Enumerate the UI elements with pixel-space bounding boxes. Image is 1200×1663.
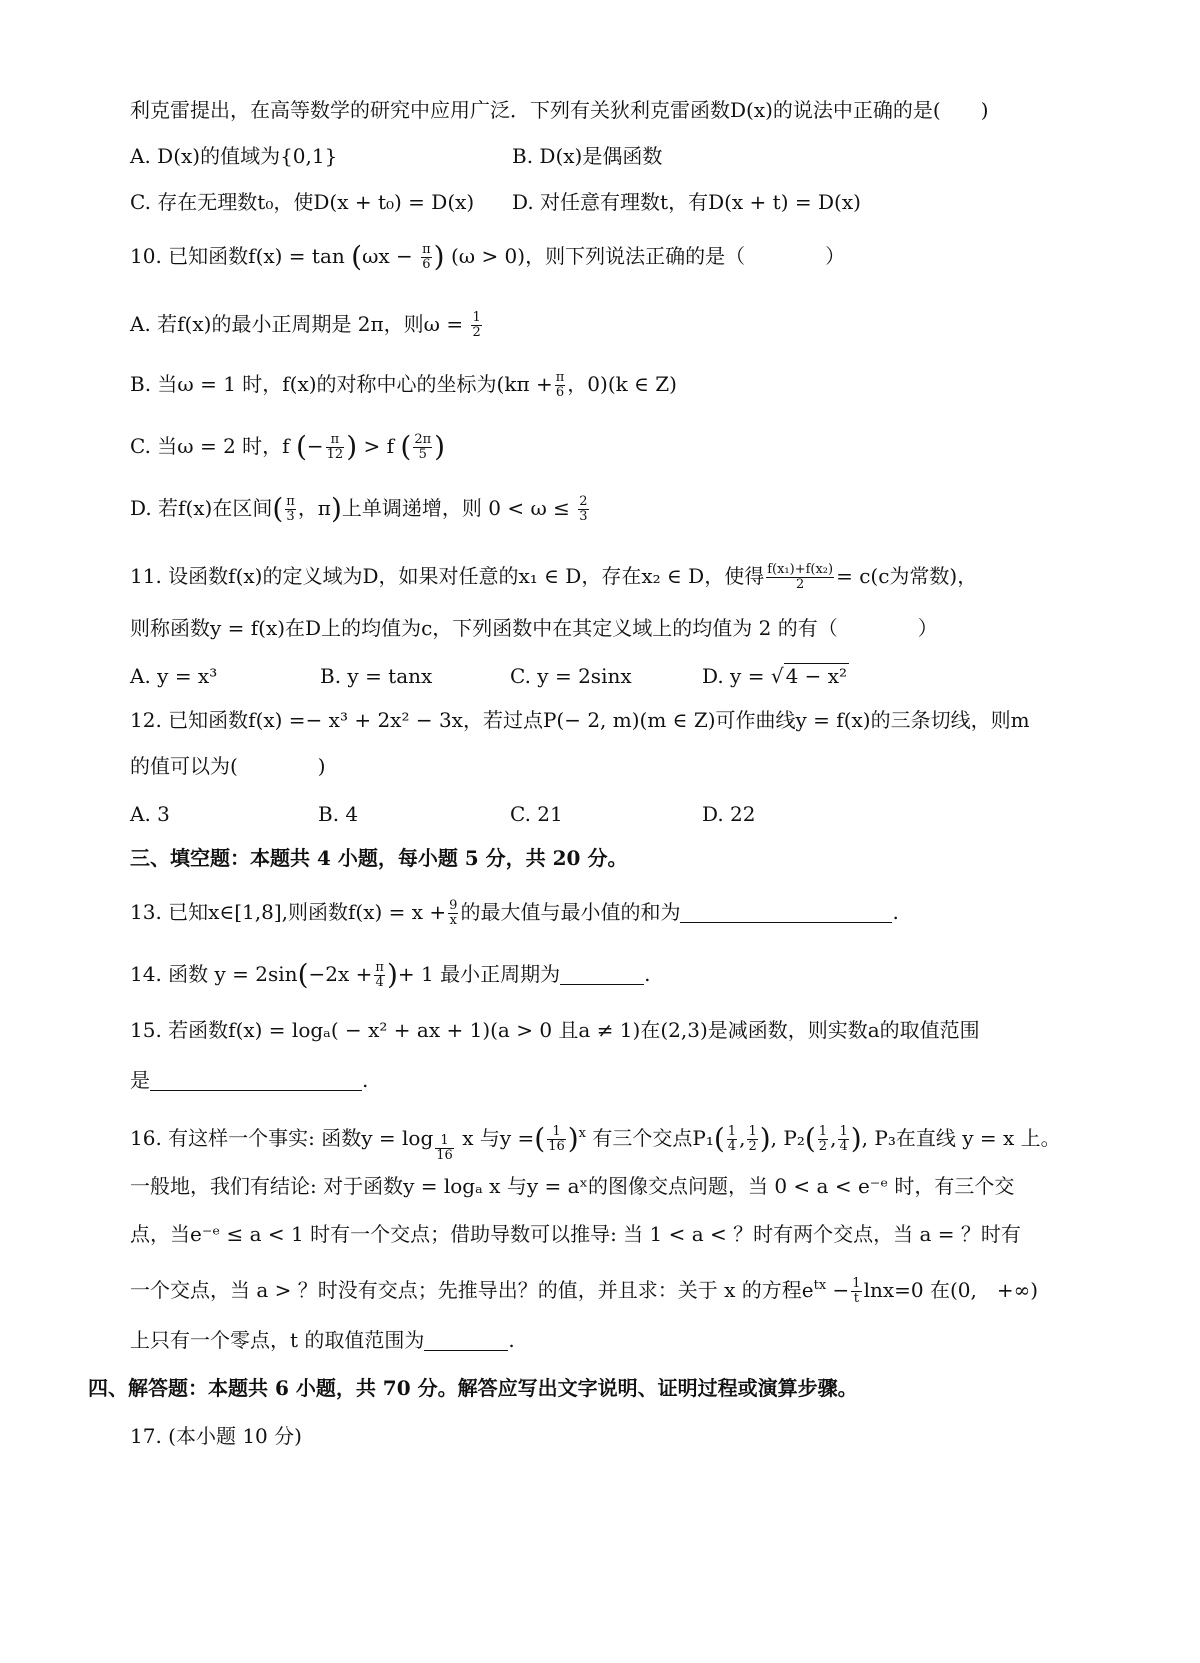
q17-label: 17. (本小题 10 分) bbox=[130, 1424, 302, 1448]
q12-stem-line2: 的值可以为( ) bbox=[130, 754, 326, 778]
q15: 15. 若函数f(x) = logₐ( − x² + ax + 1)(a > 0 且a ≠ 1)在(2,3)是减函数，则实数a的取值范围 bbox=[130, 1018, 980, 1042]
q12-option-d: D. 22 bbox=[702, 802, 756, 826]
section-4-heading: 四、解答题：本题共 6 小题，共 70 分。解答应写出文字说明、证明过程或演算步骤。 bbox=[88, 1376, 858, 1400]
q9-option-d: D. 对任意有理数t，有D(x + t) = D(x) bbox=[512, 190, 861, 214]
q13-answer-blank bbox=[680, 902, 892, 923]
q15-line2: 是 . bbox=[130, 1068, 369, 1092]
q12-option-b: B. 4 bbox=[318, 802, 359, 826]
q15-answer-blank bbox=[150, 1070, 362, 1091]
q10-option-c: C. 当ω = 2 时，f (− $\frac{\pi}{12}$ ) > f ( $\frac{2\pi}{5}$ ) bbox=[130, 430, 446, 463]
q14-answer-blank bbox=[560, 964, 644, 985]
q16-line1: 16. 有这样一个事实: 函数y = log $\frac{1}{16}$ x 与y =( $\frac{1}{16}$ )$^x$ 有三个交点P₁( $\frac{1}{4}$ , $\frac{1}{2}$ ), P₂( $\frac{1}{2}$ , $\frac{1}{4}$ ), P₃在直线 y = x 上。 bbox=[130, 1122, 1061, 1163]
q10-stem-fraction: $\frac{\pi}{6}$ bbox=[422, 242, 431, 272]
q9-option-c: C. 存在无理数t₀，使D(x + t₀) = D(x) bbox=[130, 190, 475, 214]
q11-option-d: D. y = √ 4 − x² bbox=[702, 664, 848, 688]
q10-option-b: B. 当ω = 1 时，f(x)的对称中心的坐标为(kπ + $\frac{\pi}{6}$ ，0)(k ∈ Z) bbox=[130, 370, 677, 400]
q11-option-a: A. y = x³ bbox=[130, 664, 218, 688]
q9-stem: 利克雷提出，在高等数学的研究中应用广泛．下列有关狄利克雷函数D(x)的说法中正确的是( ) bbox=[130, 98, 989, 122]
q13: 13. 已知x∈[1,8],则函数f(x) = x + $\frac{9}{x}$ 的最大值与最小值的和为 . bbox=[130, 898, 899, 928]
q10-stem: 10. 已知函数f(x) = tan (ωx − $\frac{\pi}{6}$ ) (ω > 0)，则下列说法正确的是（ ） bbox=[130, 240, 846, 273]
q12-option-a: A. 3 bbox=[130, 802, 170, 826]
q10-option-d: D. 若f(x)在区间( $\frac{\pi}{3}$ ，π)上单调递增，则 0 < ω ≤ $\frac{2}{3}$ bbox=[130, 492, 588, 525]
q16-line5: 上只有一个零点，t 的取值范围为 . bbox=[130, 1328, 515, 1352]
q10-option-a: A. 若f(x)的最小正周期是 2π，则ω = $\frac{1}{2}$ bbox=[130, 310, 481, 340]
q16-line2: 一般地，我们有结论: 对于函数y = logₐ x 与y = aˣ的图像交点问题，当 0 < a < e⁻ᵉ 时，有三个交 bbox=[130, 1174, 1015, 1198]
q12-option-c: C. 21 bbox=[510, 802, 563, 826]
q12-stem: 12. 已知函数f(x) =− x³ + 2x² − 3x，若过点P(− 2, m)(m ∈ Z)可作曲线y = f(x)的三条切线，则m bbox=[130, 708, 1030, 732]
q10-stem-tail: (ω > 0)，则下列说法正确的是（ ） bbox=[450, 244, 846, 268]
q11-option-c: C. y = 2sinx bbox=[510, 664, 632, 688]
q11-stem-line2: 则称函数y = f(x)在D上的均值为c，下列函数中在其定义域上的均值为 2 的有（ ） bbox=[130, 616, 938, 640]
q16-line4: 一个交点，当 a > ？时没有交点；先推导出？的值，并且求：关于 x 的方程$e^{tx}$ − $\frac{1}{t}$ lnx=0 在(0, +∞) bbox=[130, 1276, 1039, 1306]
q11-option-b: B. y = tanx bbox=[320, 664, 433, 688]
q16-answer-blank bbox=[424, 1330, 508, 1351]
q11-stem: 11. 设函数f(x)的定义域为D，如果对任意的x₁ ∈ D，存在x₂ ∈ D，使得 $\frac{\text{f(x₁)+f(x₂)}}{2}$ = c(c为常数)， bbox=[130, 562, 978, 592]
q9-option-b: B. D(x)是偶函数 bbox=[512, 144, 663, 168]
q10-stem-text: 10. 已知函数f(x) = tan bbox=[130, 244, 345, 268]
section-3-heading: 三、填空题：本题共 4 小题，每小题 5 分，共 20 分。 bbox=[130, 846, 628, 870]
q14: 14. 函数 y = 2sin(−2x + $\frac{\pi}{4}$ )+ 1 最小正周期为 . bbox=[130, 958, 651, 991]
q16-line3: 点，当e⁻ᵉ ≤ a < 1 时有一个交点；借助导数可以推导: 当 1 < a < ？时有两个交点，当 a = ？时有 bbox=[130, 1222, 1021, 1246]
q9-option-a: A. D(x)的值域为{0,1} bbox=[130, 144, 338, 168]
q10-stem-arg: ωx − bbox=[362, 244, 413, 268]
